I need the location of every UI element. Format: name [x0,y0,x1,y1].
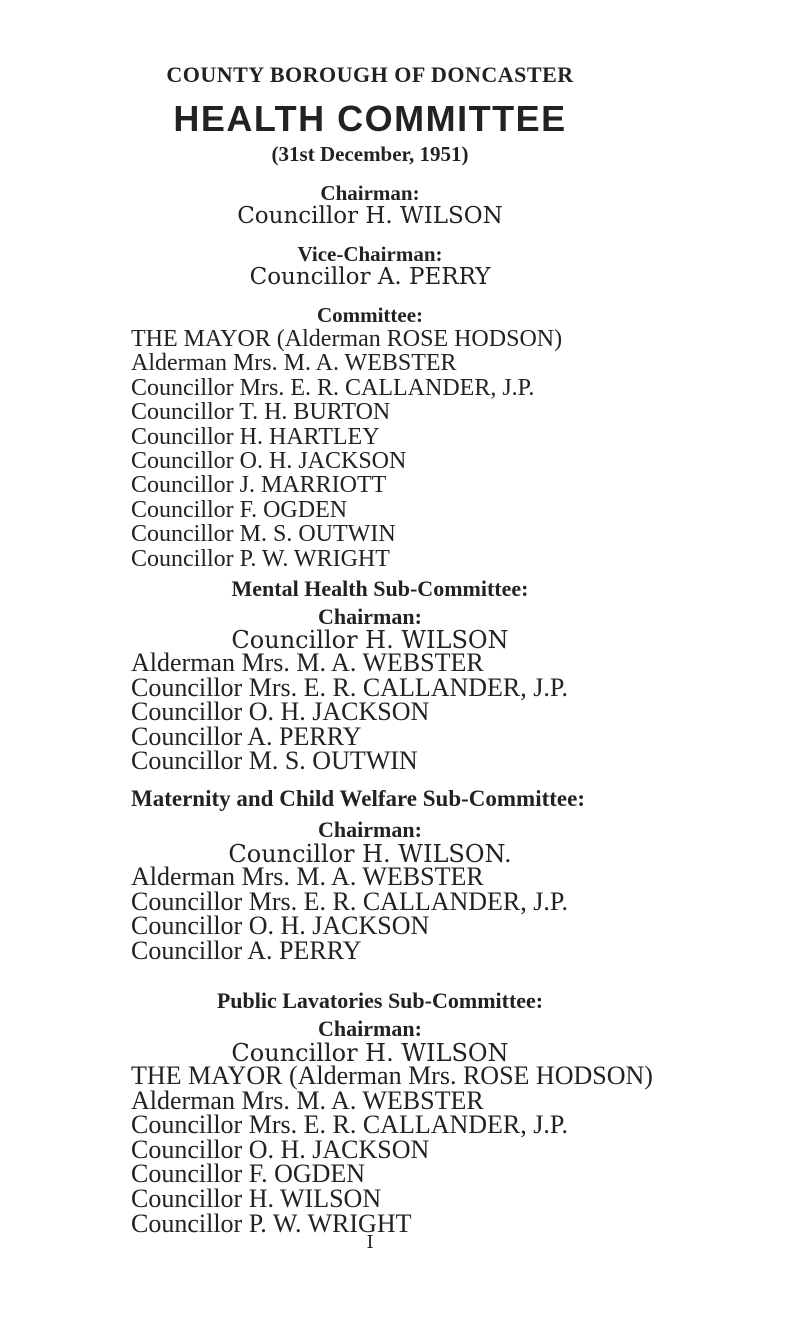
vice-chairman-heading: Vice-Chairman: [297,242,443,266]
list-item: Councillor F. OGDEN [131,1159,366,1189]
committee-heading: Committee: [316,303,424,327]
list-item: Councillor O. H. JACKSON [131,448,407,475]
list-item: Councillor O. H. JACKSON [131,911,430,941]
mental-health-chairman-heading: Chairman: [318,604,422,629]
maternity-member-list [131,862,568,965]
list-item: Councillor M. S. OUTWIN [131,521,396,548]
public-lavatories-member-list [131,1061,653,1238]
list-item: Councillor P. W. WRIGHT [131,545,390,572]
chairman-heading: Chairman: [320,181,420,205]
mental-health-member-list [131,648,568,776]
public-lavatories-chairman-name: Councillor H. WILSON [231,1039,509,1067]
maternity-chairman-heading: Chairman: [318,817,422,842]
mental-health-chairman-name: Councillor H. WILSON [231,626,509,654]
borough-heading: COUNTY BOROUGH OF DONCASTER [166,62,574,87]
page-title: HEALTH COMMITTEE [173,98,567,139]
committee-member-list [131,327,562,571]
report-date: (31st December, 1951) [271,142,469,166]
list-item: Councillor Mrs. E. R. CALLANDER, J.P. [131,374,535,401]
page-number: I [366,1232,374,1253]
public-lavatories-heading: Public Lavatories Sub-Committee: [216,988,544,1013]
list-item: Councillor H. WILSON [131,1183,382,1213]
list-item: Alderman Mrs. M. A. WEBSTER [131,350,457,377]
vice-chairman-name: Councillor A. PERRY [249,264,491,290]
list-item: Councillor Mrs. E. R. CALLANDER, J.P. [131,886,568,916]
list-item: Councillor Mrs. E. R. CALLANDER, J.P. [131,1110,568,1140]
list-item: Councillor H. HARTLEY [131,423,380,450]
list-item: Councillor O. H. JACKSON [131,1134,430,1164]
maternity-chairman-name: Councillor H. WILSON. [228,840,512,868]
mental-health-heading: Mental Health Sub-Committee: [231,576,529,601]
list-item: Councillor J. MARRIOTT [131,472,387,499]
list-item: Councillor T. H. BURTON [131,399,391,426]
list-item: Councillor A. PERRY [131,721,362,751]
list-item: THE MAYOR (Alderman Mrs. ROSE HODSON) [131,1061,653,1090]
chairman-name: Councillor H. WILSON [237,203,503,229]
public-lavatories-chairman-heading: Chairman: [318,1016,422,1041]
list-item: Councillor Mrs. E. R. CALLANDER, J.P. [131,672,568,702]
list-item: Alderman Mrs. M. A. WEBSTER [131,862,484,891]
list-item: Councillor O. H. JACKSON [131,697,430,727]
list-item: Councillor P. W. WRIGHT [131,1208,412,1238]
maternity-heading: Maternity and Child Welfare Sub-Committee: [131,786,586,811]
list-item: Alderman Mrs. M. A. WEBSTER [131,648,484,677]
list-item: Alderman Mrs. M. A. WEBSTER [131,1085,484,1115]
list-item: Councillor A. PERRY [131,935,362,965]
list-item: Councillor F. OGDEN [131,496,348,523]
list-item: Councillor M. S. OUTWIN [131,746,418,776]
list-item: THE MAYOR (Alderman ROSE HODSON) [131,326,563,352]
